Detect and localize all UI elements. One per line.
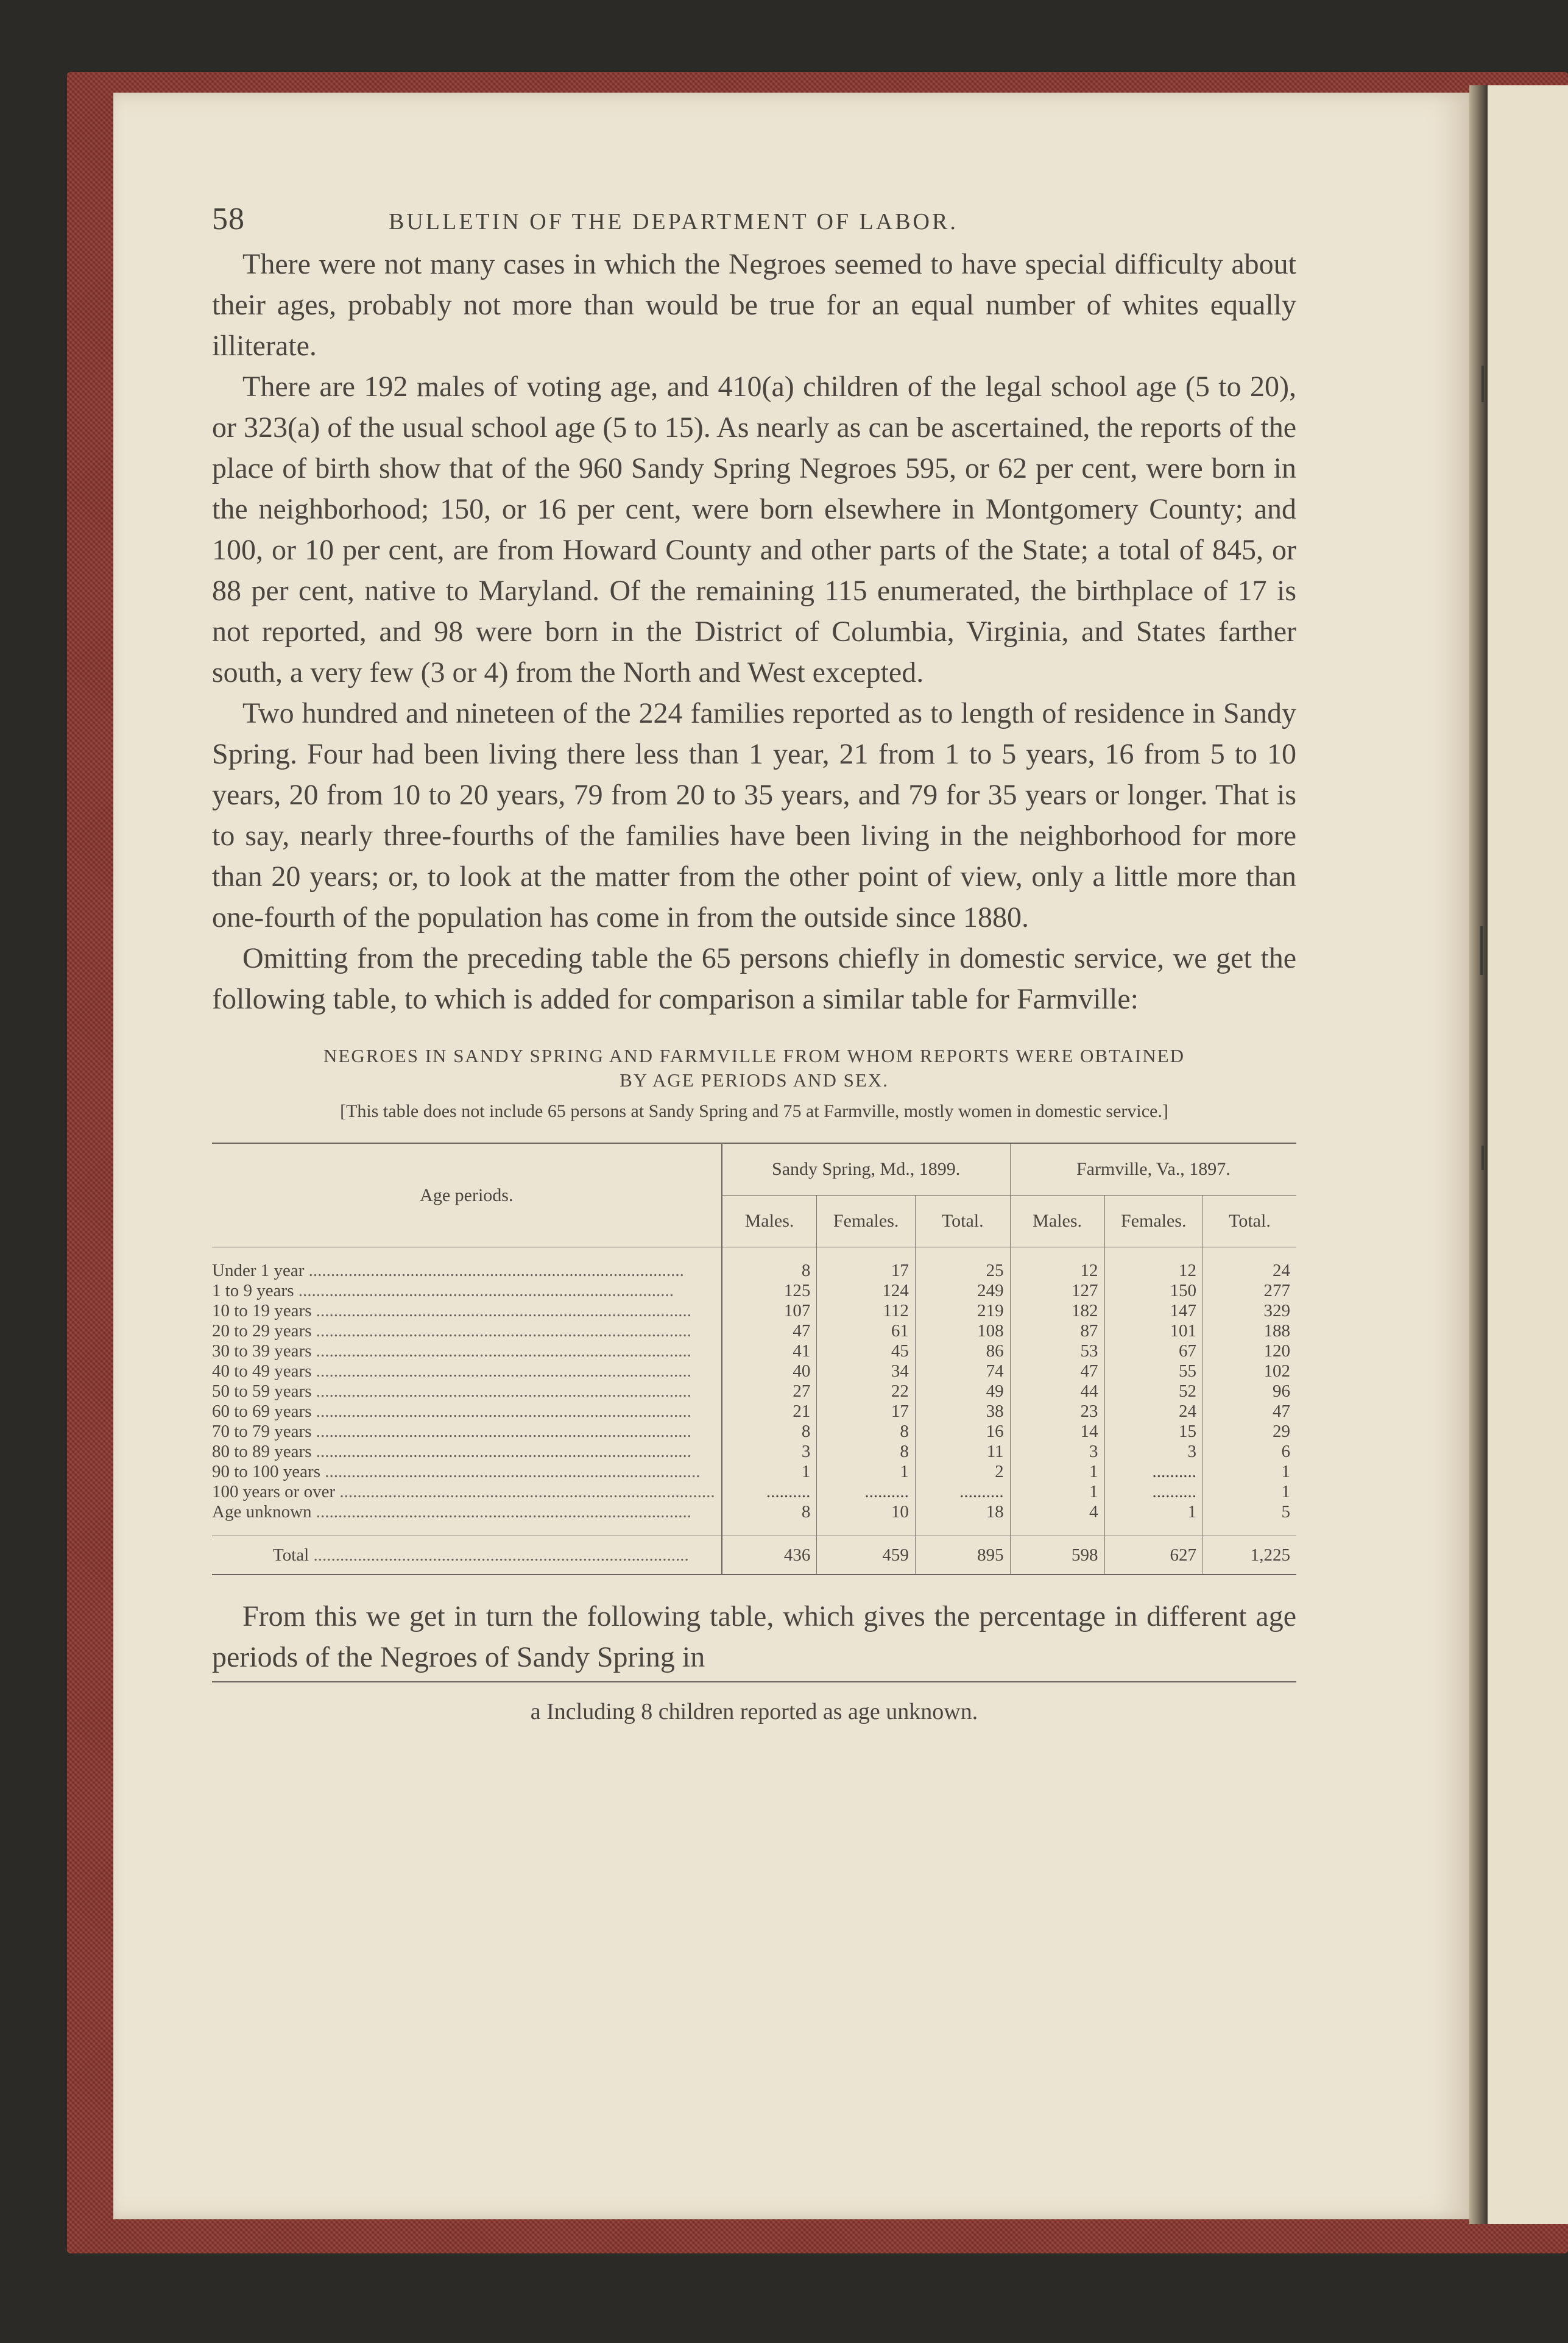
table-cell: .......... — [915, 1482, 1010, 1502]
age-period-label: 50 to 59 years ..... — [212, 1381, 722, 1402]
table-cell: 124 — [817, 1281, 915, 1301]
table-cell: 3 — [1010, 1442, 1104, 1462]
col-header: Total. — [1202, 1196, 1296, 1247]
table-cell: 3 — [1104, 1442, 1202, 1462]
table-cell: 182 — [1010, 1301, 1104, 1321]
table-row — [212, 1361, 1296, 1381]
bleed-mark — [1481, 1146, 1484, 1170]
table-cell: 1 — [1104, 1502, 1202, 1522]
table-cell: 1 — [1202, 1482, 1296, 1502]
running-head — [212, 201, 1296, 238]
page-number: 58 — [212, 202, 245, 236]
table-cell: 101 — [1104, 1321, 1202, 1341]
table-cell: .......... — [722, 1482, 817, 1502]
table-cell: 1 — [722, 1462, 817, 1482]
bleed-mark — [1480, 926, 1483, 975]
table-cell: 14 — [1010, 1422, 1104, 1442]
table-cell: 107 — [722, 1301, 817, 1321]
table-cell: 34 — [817, 1361, 915, 1381]
table-cell: 61 — [817, 1321, 915, 1341]
col-header: Males. — [722, 1196, 817, 1247]
table-row — [212, 1482, 1296, 1502]
table-cell: 627 — [1104, 1536, 1202, 1575]
bleed-mark — [1481, 366, 1484, 402]
table-cell: 18 — [915, 1502, 1010, 1522]
table-body — [212, 1247, 1296, 1578]
table-cell: 49 — [915, 1381, 1010, 1402]
table-row — [212, 1462, 1296, 1482]
table-cell: 55 — [1104, 1361, 1202, 1381]
table-cell: 12 — [1010, 1261, 1104, 1281]
footnote: a Including 8 children reported as age unknown. — [530, 1699, 978, 1724]
table-cell: 598 — [1010, 1536, 1104, 1575]
table-cell: 125 — [722, 1281, 817, 1301]
table-row — [212, 1381, 1296, 1402]
table-cell: 127 — [1010, 1281, 1104, 1301]
table-cell: 24 — [1104, 1402, 1202, 1422]
age-period-label: 20 to 29 years ..... — [212, 1321, 722, 1341]
table-cell: 6 — [1202, 1442, 1296, 1462]
table-row — [212, 1341, 1296, 1361]
table-title-line-2: BY AGE PERIODS AND SEX. — [620, 1069, 889, 1091]
table-cell: 41 — [722, 1341, 817, 1361]
col-header: Total. — [915, 1196, 1010, 1247]
table-end-rule — [212, 1575, 1296, 1578]
age-period-label: 40 to 49 years ..... — [212, 1361, 722, 1381]
table-cell: .......... — [1104, 1462, 1202, 1482]
table-cell: 188 — [1202, 1321, 1296, 1341]
table-cell: 8 — [722, 1261, 817, 1281]
table-cell: .......... — [817, 1482, 915, 1502]
table-cell: 53 — [1010, 1341, 1104, 1361]
table-cell: 4 — [1010, 1502, 1104, 1522]
table-row — [212, 1301, 1296, 1321]
page-content — [212, 201, 1296, 1725]
table-cell: 895 — [915, 1536, 1010, 1575]
table-cell: 12 — [1104, 1261, 1202, 1281]
age-period-label: 10 to 19 years ..... — [212, 1301, 722, 1321]
age-period-label: Total ..... — [212, 1536, 722, 1575]
table-cell: 219 — [915, 1301, 1010, 1321]
farmville-header: Farmville, Va., 1897. — [1010, 1143, 1296, 1196]
table-title — [212, 1044, 1296, 1093]
table-cell: 44 — [1010, 1381, 1104, 1402]
age-period-label: 100 years or over ..... — [212, 1482, 722, 1502]
table-cell: 108 — [915, 1321, 1010, 1341]
paragraph-2: There are 192 males of voting age, and 410(a) children of the legal school age (5 to 20), or 323(a) of the usual school age (5 to 15). As nearly as can be ascertained, the reports of the place of birth show that of the 960 Sandy Spring Negroes 595, or 62 per cent, were born in the neighborhood; 150, or 16 per cent, were born elsewhere in Montgomery County; and 100, or 10 per cent, are from Howard County and other parts of the State; a total of 845, or 88 per cent, native to Maryland. Of the remaining 115 enumerated, the birthplace of 17 is not reported, and 98 were born in the District of Columbia, Virginia, and States farther south, a very few (3 or 4) from the North and West excepted. — [212, 370, 1296, 689]
table-row — [212, 1442, 1296, 1462]
paragraph-1: There were not many cases in which the Negroes seemed to have special difficulty about their ages, probably not more than would be true for an equal number of whites equally illiterate. — [212, 248, 1296, 362]
spacer-row — [212, 1247, 1296, 1261]
table-cell: 1 — [1010, 1482, 1104, 1502]
age-period-label: Age unknown ..... — [212, 1502, 722, 1522]
table-cell: 150 — [1104, 1281, 1202, 1301]
paragraph-4: Omitting from the preceding table the 65 persons chiefly in domestic service, we get the following table, to which is added for comparison a similar table for Farmville: — [212, 942, 1296, 1015]
table-cell: 249 — [915, 1281, 1010, 1301]
col-header: Males. — [1010, 1196, 1104, 1247]
running-title: BULLETIN OF THE DEPARTMENT OF LABOR. — [389, 209, 958, 235]
table-cell: 1,225 — [1202, 1536, 1296, 1575]
table-note: [This table does not include 65 persons at Sandy Spring and 75 at Farmville, mostly women in domestic service.] — [340, 1101, 1168, 1121]
table-cell: 47 — [1202, 1402, 1296, 1422]
book-gutter — [1469, 85, 1488, 2224]
table-cell: 23 — [1010, 1402, 1104, 1422]
table-cell: 436 — [722, 1536, 817, 1575]
table-cell: 21 — [722, 1402, 817, 1422]
table-cell: 3 — [722, 1442, 817, 1462]
age-period-label: 80 to 89 years ..... — [212, 1442, 722, 1462]
age-period-label: 60 to 69 years ..... — [212, 1402, 722, 1422]
table-cell: 87 — [1010, 1321, 1104, 1341]
table-cell: 25 — [915, 1261, 1010, 1281]
total-row — [212, 1536, 1296, 1575]
table-cell: 2 — [915, 1462, 1010, 1482]
table-row — [212, 1261, 1296, 1281]
table-cell: 52 — [1104, 1381, 1202, 1402]
table-cell: 15 — [1104, 1422, 1202, 1442]
table-cell: 11 — [915, 1442, 1010, 1462]
table-cell: 1 — [1010, 1462, 1104, 1482]
table-cell: 27 — [722, 1381, 817, 1402]
age-periods-header: Age periods. — [212, 1143, 722, 1247]
table-cell: 24 — [1202, 1261, 1296, 1281]
table-cell: 40 — [722, 1361, 817, 1381]
table-cell: 8 — [817, 1442, 915, 1462]
table-cell: 277 — [1202, 1281, 1296, 1301]
table-cell: 17 — [817, 1261, 915, 1281]
age-period-label: 90 to 100 years ..... — [212, 1462, 722, 1482]
col-header: Females. — [1104, 1196, 1202, 1247]
table-cell: 38 — [915, 1402, 1010, 1422]
table-cell: 112 — [817, 1301, 915, 1321]
paragraph-3: Two hundred and nineteen of the 224 families reported as to length of residence in Sandy Spring. Four had been living there less than 1 year, 21 from 1 to 5 years, 16 from 5 to 10 years, 20 from 10 to 20 years, 79 from 20 to 35 years, and 79 for 35 years or longer. That is to say, nearly three-fourths of the families have been living in the neighborhood for more than 20 years; or, to look at the matter from the other point of view, only a little more than one-fourth of the population has come in from the outside since 1880. — [212, 697, 1296, 934]
table-cell: 86 — [915, 1341, 1010, 1361]
table-header-row-1 — [212, 1143, 1296, 1196]
table-cell: .......... — [1104, 1482, 1202, 1502]
table-cell: 8 — [722, 1502, 817, 1522]
table-cell: 102 — [1202, 1361, 1296, 1381]
table-cell: 74 — [915, 1361, 1010, 1381]
table-cell: 459 — [817, 1536, 915, 1575]
sandy-spring-header: Sandy Spring, Md., 1899. — [722, 1143, 1011, 1196]
table-row — [212, 1281, 1296, 1301]
facing-page-edge — [1488, 85, 1568, 2224]
table-row — [212, 1502, 1296, 1522]
table-cell: 10 — [817, 1502, 915, 1522]
table-cell: 8 — [817, 1422, 915, 1442]
table-cell: 17 — [817, 1402, 915, 1422]
table-row — [212, 1422, 1296, 1442]
table-title-line-1: NEGROES IN SANDY SPRING AND FARMVILLE FROM WHOM REPORTS WERE OBTAINED — [323, 1045, 1185, 1066]
table-cell: 16 — [915, 1422, 1010, 1442]
table-row — [212, 1402, 1296, 1422]
table-cell: 1 — [1202, 1462, 1296, 1482]
table-cell: 120 — [1202, 1341, 1296, 1361]
table-cell: 22 — [817, 1381, 915, 1402]
age-period-label: Under 1 year ..... — [212, 1261, 722, 1281]
age-table — [212, 1143, 1296, 1578]
table-cell: 67 — [1104, 1341, 1202, 1361]
table-cell: 45 — [817, 1341, 915, 1361]
spacer-row — [212, 1522, 1296, 1536]
table-cell: 329 — [1202, 1301, 1296, 1321]
table-cell: 47 — [722, 1321, 817, 1341]
age-period-label: 70 to 79 years ..... — [212, 1422, 722, 1442]
table-cell: 8 — [722, 1422, 817, 1442]
table-row — [212, 1321, 1296, 1341]
table-cell: 47 — [1010, 1361, 1104, 1381]
table-cell: 1 — [817, 1462, 915, 1482]
age-period-label: 30 to 39 years ..... — [212, 1341, 722, 1361]
closing-paragraph: From this we get in turn the following table, which gives the percentage in different age periods of the Negroes of Sandy Spring in — [212, 1600, 1296, 1673]
table-cell: 96 — [1202, 1381, 1296, 1402]
col-header: Females. — [817, 1196, 915, 1247]
footnote-rule — [212, 1681, 1296, 1682]
table-cell: 5 — [1202, 1502, 1296, 1522]
table-cell: 147 — [1104, 1301, 1202, 1321]
age-period-label: 1 to 9 years ..... — [212, 1281, 722, 1301]
table-cell: 29 — [1202, 1422, 1296, 1442]
